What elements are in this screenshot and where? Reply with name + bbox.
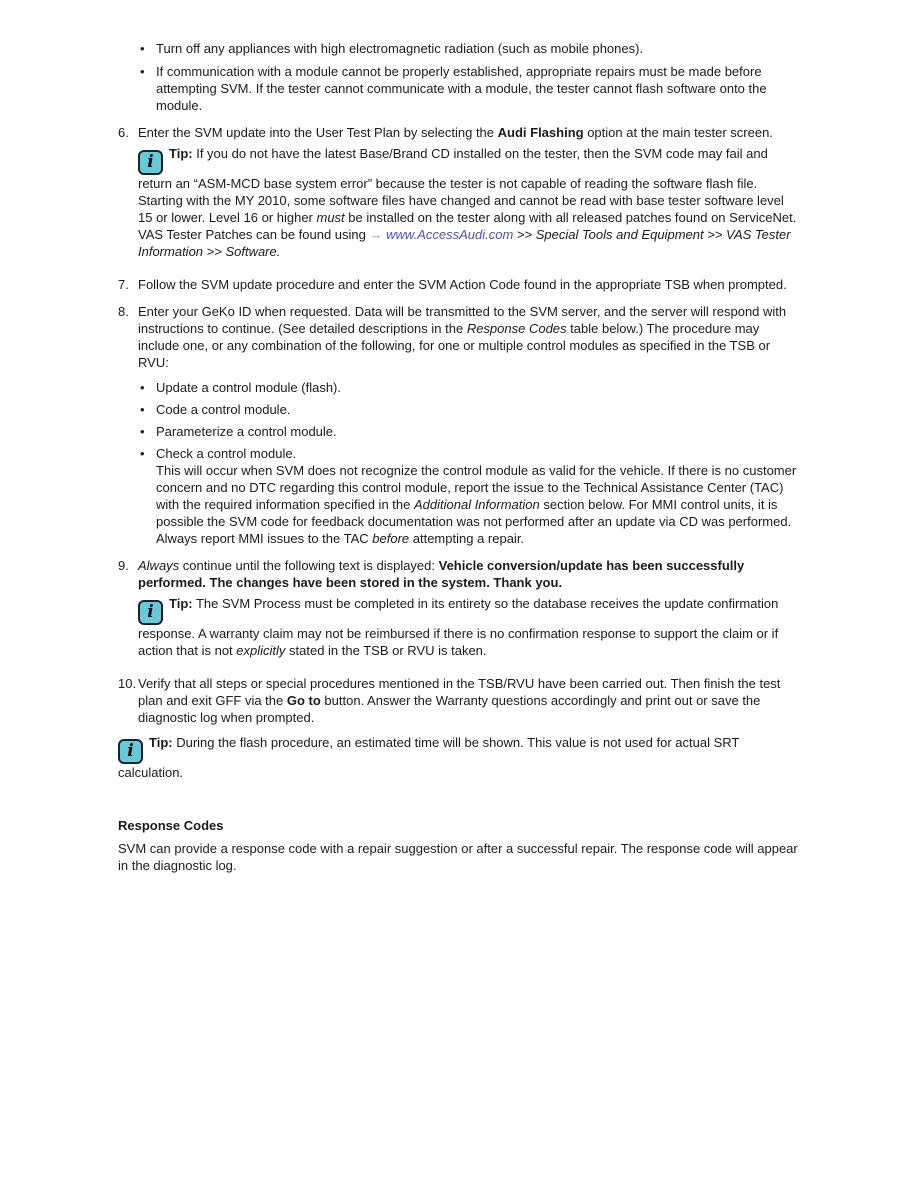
text-run: Enter the SVM update into the User Test Plan by selecting the [138,125,498,140]
item-text [138,276,800,293]
info-icon [138,600,163,625]
text-run: table below.) The procedure may include one, or any combination of the following, for one or multiple control modules as specified in the TSB or RVU: [138,321,771,370]
info-icon-glyph: i [147,152,154,172]
item-text [138,557,800,591]
text-run: SVM can provide a response code with a repair suggestion or after a successful repair. The response code will appear in the diagnostic log. [118,841,798,873]
info-icon-glyph: i [127,741,134,761]
text-run: If communication with a module cannot be properly established, appropriate repairs must be made before attempting SVM. If the tester cannot communicate with a module, the tester cannot flash software onto the module. [156,64,767,113]
info-icon-glyph: i [147,602,154,622]
numbered-item-10 [118,675,800,726]
bullet-text [156,446,796,546]
item-number: 9. [118,558,129,573]
section-heading-response-codes: Response Codes [118,818,224,833]
text-run: Tip: [169,596,193,611]
bullet-text [156,64,767,113]
numbered-item-8 [118,303,800,547]
bullet-item [118,63,800,114]
bullet-item [138,401,800,418]
item-number: 10. [118,676,137,691]
text-run: attempting a repair. [409,531,525,546]
tip-note [138,595,800,659]
text-run: before [372,531,410,546]
numbered-item-7 [118,276,800,293]
text-run: Update a control module (flash). [156,380,341,395]
numbered-item-6 [118,124,800,266]
hyperlink[interactable]: www.AccessAudi.com [386,227,514,242]
text-run: Follow the SVM update procedure and enter the SVM Action Code found in the appropriate TSB when prompted. [138,277,787,292]
text-run: Turn off any appliances with high electromagnetic radiation (such as mobile phones). [156,41,644,56]
procedure-bullet-list [138,379,800,547]
bullet-item [138,379,800,396]
text-run: >> Special Tools and Equipment >> VAS Tester Information >> Software. [138,227,791,259]
item-content [138,276,800,293]
text-run: Tip: [169,146,193,161]
text-run: stated in the TSB or RVU is taken. [285,643,487,658]
item-number: 8. [118,304,129,319]
bullet-item [118,40,800,57]
tip-note [138,145,800,260]
text-run: → [369,227,387,242]
text-run: Check a control module. [156,446,297,461]
bullet-text [156,424,337,439]
item-content [138,303,800,547]
text-run: This will occur when SVM does not recognize the control module as valid for the vehicle. If there is no customer concern and no DTC regarding this control module, report the issue to the Technical Assistance Center (TAC) with the required information specified in the [156,463,797,512]
text-run: Additional Information [413,497,540,512]
bullet-text [156,41,643,56]
text-run: button. Answer the Warranty questions accordingly and print out or save the diagnostic log when prompted. [138,693,761,725]
item-content [138,675,800,726]
text-run: Vehicle conversion/update has been successfully performed. The changes have been stored in the system. Thank you. [138,558,745,590]
item-text [138,675,800,726]
text-run: Response Codes [466,321,567,336]
text-run: Tip: [149,735,173,750]
text-run: continue until the following text is displayed: [179,558,439,573]
text-run: Audi Flashing [497,125,584,140]
item-text [138,303,800,371]
item-number: 7. [118,277,129,292]
text-run: Verify that all steps or special procedures mentioned in the TSB/RVU have been carried out. Then finish the test plan and exit GFF via the [138,676,781,708]
text-run: must [316,210,345,225]
tip-text [138,146,796,259]
text-run: Always [138,558,180,573]
item-number: 6. [118,125,129,140]
text-run: The SVM Process must be completed in its entirety so the database receives the update confirmation response. A warranty claim may not be reimbursed if there is no confirmation response to support the claim or if action that is not [138,596,779,658]
item-content [138,124,800,266]
tip-text [138,596,778,658]
text-run: section below. For MMI control units, it is possible the SVM code for feedback documentation was not performed after an update via CD was performed. Always report MMI issues to the TAC [156,497,792,546]
tip-note [118,734,800,781]
tip-text [118,735,739,780]
text-run: If you do not have the latest Base/Brand CD installed on the tester, then the SVM code may fail and return an “ASM-MCD base system error” because the tester is not capable of reading the software flash file. Starting with the MY 2010, some software files have changed and cannot be read with base tester software level 15 or lower. Level 16 or higher [138,146,784,225]
response-codes-paragraph [118,840,800,874]
item-text [138,124,800,141]
text-run: option at the main tester screen. [583,125,773,140]
text-run: VAS Tester Patches can be found using [138,227,370,242]
bullet-text [156,402,290,417]
bullet-text [156,380,341,395]
info-icon [118,739,143,764]
info-icon [138,150,163,175]
text-run: Enter your GeKo ID when requested. Data will be transmitted to the SVM server, and the server will respond with instructions to continue. (See detailed descriptions in the [138,304,787,336]
bullet-item [138,423,800,440]
item-content [138,557,800,665]
text-run: Go to [286,693,321,708]
text-run: be installed on the tester along with all released patches found on ServiceNet. [344,210,797,225]
text-run: Parameterize a control module. [156,424,337,439]
precaution-bullet-list [118,40,800,114]
text-run: Code a control module. [156,402,291,417]
text-run: During the flash procedure, an estimated time will be shown. This value is not used for actual SRT calculation. [118,735,740,780]
bullet-item [138,445,800,547]
numbered-item-9 [118,557,800,665]
text-run: explicitly [236,643,286,658]
